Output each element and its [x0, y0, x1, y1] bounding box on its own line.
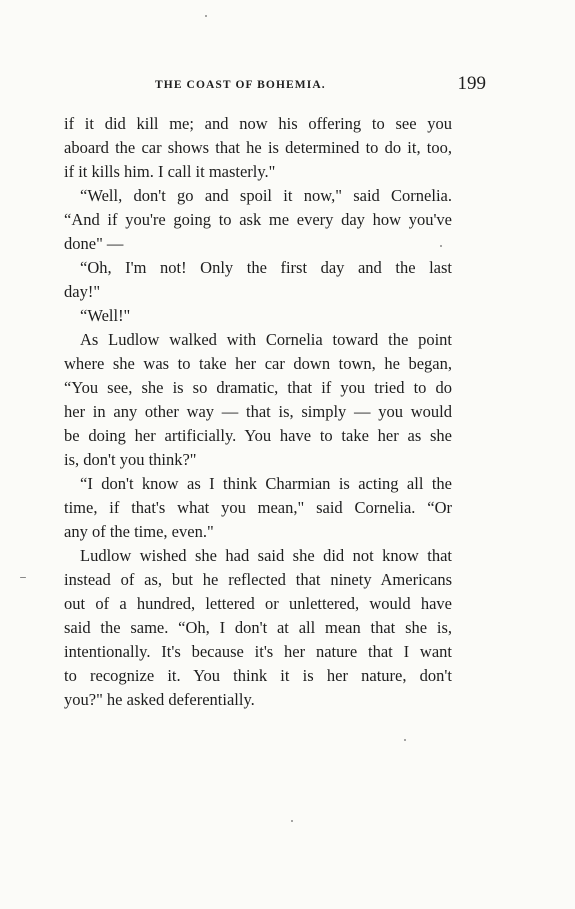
text-line: her in any other way — that is, simply — you would [64, 402, 452, 421]
paper-speck [291, 820, 293, 822]
text-line: if it did kill me; and now his offering to see you [64, 114, 452, 133]
text-line: to recognize it. You think it is her nature, don't [64, 666, 452, 685]
text-line: “You see, she is so dramatic, that if you tried to do [64, 378, 452, 397]
text-line: said the same. “Oh, I don't at all mean that she is, [64, 618, 452, 637]
page-number: 199 [457, 73, 486, 94]
paper-speck [20, 577, 26, 578]
text-line: day!" [64, 282, 101, 301]
body-text [64, 112, 452, 712]
running-title: THE COAST OF BOHEMIA. [155, 79, 326, 91]
text-line: time, if that's what you mean," said Cornelia. “Or [64, 498, 452, 517]
text-line: “I don't know as I think Charmian is acting all the [80, 474, 452, 493]
text-line: be doing her artificially. You have to take her as she [64, 426, 452, 445]
text-line: aboard the car shows that he is determined to do it, too, [64, 138, 452, 157]
text-line: intentionally. It's because it's her nature that I want [64, 642, 452, 661]
text-line: any of the time, even." [64, 522, 214, 541]
text-line: “Well, don't go and spoil it now," said Cornelia. [80, 186, 452, 205]
text-line: where she was to take her car down town, he began, [64, 354, 452, 373]
text-line: out of a hundred, lettered or unlettered, would have [64, 594, 452, 613]
text-line: “And if you're going to ask me every day how you've [64, 210, 452, 229]
text-line: is, don't you think?" [64, 450, 197, 469]
paper-speck [205, 15, 207, 17]
paper-speck [440, 245, 442, 247]
text-line: As Ludlow walked with Cornelia toward the point [80, 330, 452, 349]
text-line: “Oh, I'm not! Only the first day and the last [80, 258, 452, 277]
text-line: Ludlow wished she had said she did not know that [80, 546, 452, 565]
text-line: done" — [64, 234, 124, 253]
text-line: you?" he asked deferentially. [64, 690, 255, 709]
text-line: “Well!" [80, 306, 131, 325]
paper-speck [404, 739, 406, 741]
text-line: instead of as, but he reflected that ninety Americans [64, 570, 452, 589]
text-line: if it kills him. I call it masterly." [64, 162, 276, 181]
running-header [60, 73, 486, 97]
